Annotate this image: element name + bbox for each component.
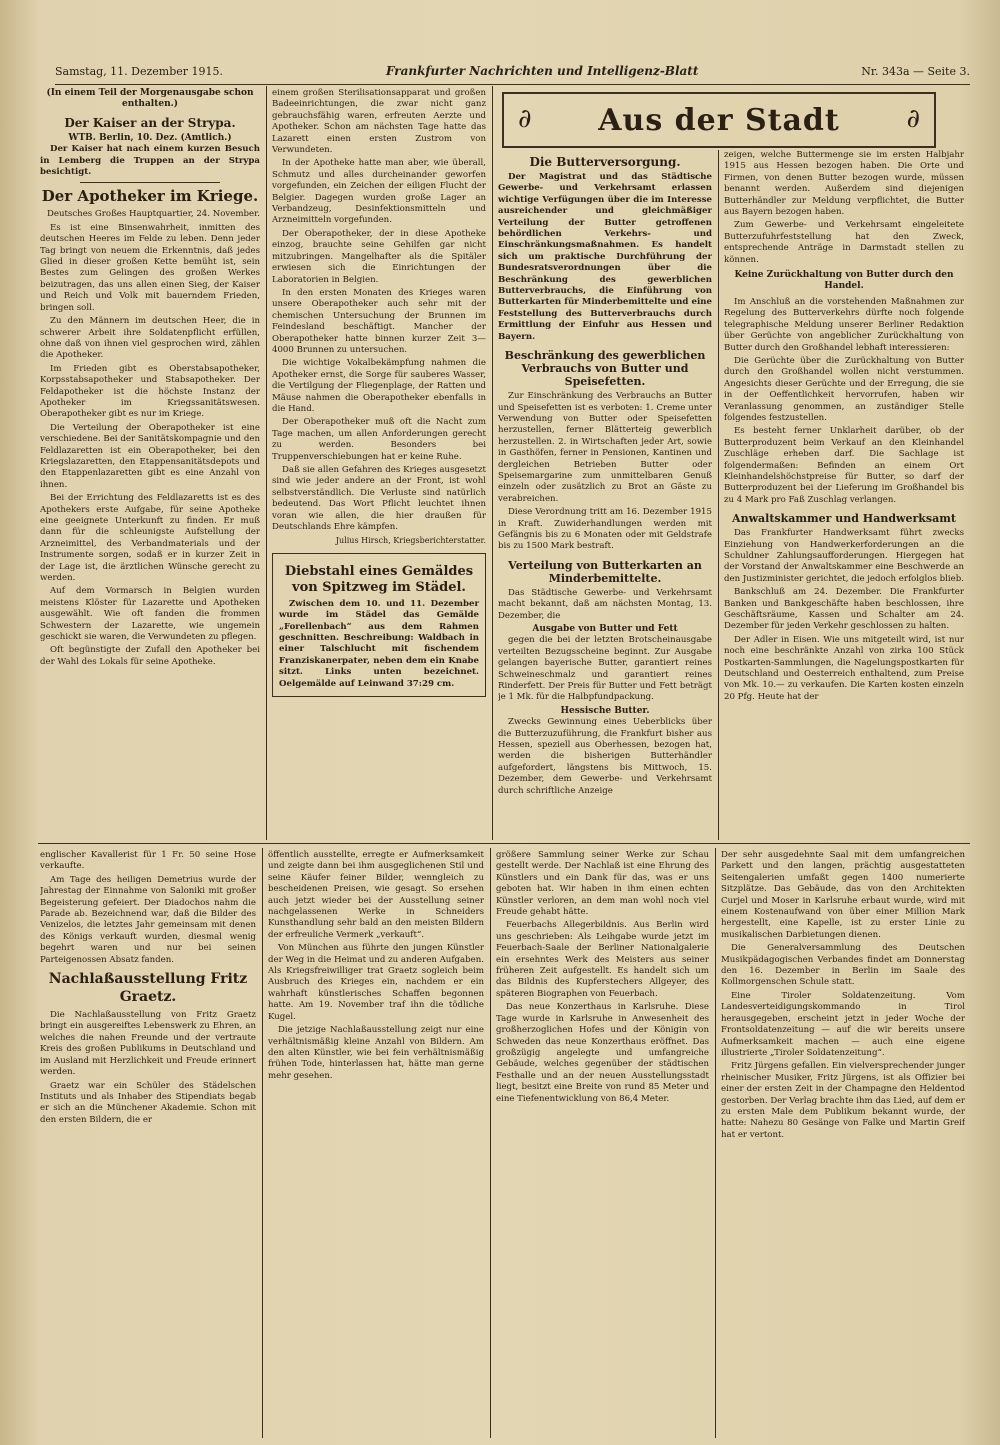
apotheker-paragraph: Zu den Männern im deutschen Heer, die in schwerer Arbeit ihre Soldatenpflicht erfüllen, ohne daß von ihnen viel gesprochen wird, zählen die Apotheker.	[40, 316, 260, 361]
musikverband-paragraph: Die Generalversammlung des Deutschen Musikpädagogischen Verbandes findet am Donnerstag den 16. Dezember in Berlin im Saale des Kollmorgenschen Schule statt.	[721, 943, 965, 988]
beschraenkung-paragraph: Diese Verordnung tritt am 16. Dezember 1915 in Kraft. Zuwiderhandlungen werden mit Gefängnis bis zu 6 Monaten oder mit Geldstrafe bis zu 1500 Mark bestraft.	[498, 507, 712, 552]
soldatenzeitung-paragraph: Eine Tiroler Soldatenzeitung. Vom Landesverteidigungskommando in Tirol herausgegeben, erscheint jetzt in jeder Woche der Frontsoldatenzeitung — auf die wir bereits unsere Aufmerksamkeit machen — auch eine eigene illustrierte „Tiroler Soldatenzeitung“.	[721, 990, 965, 1058]
nachlass-continued: größere Sammlung seiner Werke zur Schau gestellt werde. Der Nachlaß ist eine Ehrung des Künstlers und ein Dank für das, was er uns geboten hat. Wir haben in ihm einen echten Künstler verloren, an dem man wohl noch viel Freude gehabt hätte.	[496, 850, 709, 918]
column-4	[724, 150, 964, 840]
note: (In einem Teil der Morgenausgabe schon enthalten.)	[46, 88, 254, 110]
kaiser-dateline: WTB. Berlin, 10. Dez. (Amtlich.)	[68, 132, 232, 143]
bottom-column-1	[40, 850, 256, 1438]
nachlass-headline: Nachlaßausstellung Fritz Graetz.	[48, 971, 248, 1006]
zurueckhaltung-paragraph: Die Gerüchte über die Zurückhaltung von Butter durch den Großhandel wollen nicht verstummen. Angesichts dieser Gerüchte und der Erregung, die sie in der Oeffentlichkeit hervorrufen, haben wir Veranlassung genommen, an zuständiger Stelle folgendes festzustellen.	[724, 355, 964, 423]
apotheker-paragraph: Oft begünstigte der Zufall den Apotheker bei der Wahl des Lokals für seine Apotheke.	[40, 645, 260, 667]
anwaltskammer-paragraph: Das Frankfurter Handwerksamt führt zwecks Einziehung von Handwerkerforderungen an die Schuldner Zahlungsaufforderungen. Hiergegen hat der Vorstand der Anwaltskammer eine Beschwerde an den Justizminister gerichtet, die jedoch erfolglos blieb.	[724, 528, 964, 584]
nachlass-paragraph: Graetz war ein Schüler des Städelschen Instituts und als Inhaber des Stipendiats begab er sich an die Münchener Akademie. Schon mit den ersten Bildern, die er	[40, 1080, 256, 1125]
apotheker-continued: In den ersten Monaten des Krieges waren unsere Oberapotheker auch sehr mit der chemischen Untersuchung der Brunnen im Feindesland beschäftigt. Mancher der Oberapotheker hatte binnen kurzer Zeit 3—4000 Brunnen zu untersuchen.	[272, 287, 486, 355]
column-rule	[715, 848, 716, 1438]
butter-lead: Der Magistrat und das Städtische Gewerbe- und Verkehrsamt erlassen wichtige Verfügungen über die im Interesse ausreichender und gleichmäßiger Verteilung der Butter getroffenen behördlichen Verkehrs- und Einschränkungsmaßnahmen. Es handelt sich um praktische Durchführung der Bundesratsverordnungen über die Beschränkung des gewerblichen Butterverbrauchs, die Einführung von Butterkarten für Minderbemittelte und eine Feststellung des Butterverbrauchs durch Ermittlung der Einfuhr aus Hessen und Bayern.	[498, 172, 712, 342]
hessische-butter-subheadline: Hessische Butter.	[560, 705, 650, 716]
beschraenkung-headline: Beschränkung des gewerblichen Verbrauchs von Butter und Speisefetten.	[504, 349, 706, 389]
ornament-icon: ∂	[518, 104, 532, 134]
bottom-column-4	[721, 850, 965, 1438]
column-1	[40, 88, 260, 840]
zurueckhaltung-headline: Keine Zurückhaltung von Butter durch den Handel.	[734, 270, 954, 292]
bottom-column-2	[268, 850, 484, 1438]
author-signature: Julius Hirsch, Kriegsberichterstatter.	[335, 536, 486, 546]
column-rule	[492, 86, 493, 840]
butterkarten-paragraph: gegen die bei der letzten Brotscheinausgabe verteilten Bezugsscheine beginnt. Zur Ausgabe gelangen bayerische Butter, garantiert reines Schweineschmalz und garantiert reines Rinderfett. Der Preis für Butter und Fett beträgt je 1 Mk. für die Halbpfundpackung.	[498, 635, 712, 703]
zurueckhaltung-paragraph: Im Anschluß an die vorstehenden Maßnahmen zur Regelung des Butterverkehrs dürfte noch folgende telegraphische Meldung unserer Berliner Redaktion über Gerüchte von angeblicher Zurückhaltung von Butter durch den Großhandel lebhaft interessieren:	[724, 296, 964, 353]
hessische-butter-paragraph: Zwecks Gewinnung eines Ueberblicks über die Butterzuzuführung, die Frankfurt bisher aus Hessen, speziell aus Oberhessen, bezogen hat, werden die bisherigen Butterhändler aufgefordert, längstens bis Mittwoch, 15. Dezember, dem Gewerbe- und Verkehrsamt durch schriftliche Anzeige	[498, 717, 712, 796]
apotheker-headline: Der Apotheker im Kriege.	[41, 187, 259, 206]
diebstahl-text: Zwischen dem 10. und 11. Dezember wurde im Städel das Gemälde „Forellenbach“ aus dem Rahmen geschnitten. Beschreibung: Waldbach in einer Talschlucht mit fischendem Franziskanerpater, neben dem ein Knabe sitzt. Links unten bezeichnet. Oelgemälde auf Leinwand 37:29 cm.	[279, 598, 479, 689]
zurueckhaltung-paragraph: Es besteht ferner Unklarheit darüber, ob der Butterproduzent beim Verkauf an den Kleinhandel Zuschläge erheben darf. Die Sachlage ist folgendermaßen: Befinden an einem Ort Kleinhandelshöchstpreise für Butter, so darf der Butterproduzent bei der Lieferung im Großhandel bis zu 4 Mark pro Faß Zuschlag verlangen.	[724, 426, 964, 505]
section-banner	[502, 92, 936, 148]
diebstahl-headline: Diebstahl eines Gemäldes von Spitzweg im Städel.	[284, 563, 474, 595]
apotheker-paragraph: Auf dem Vormarsch in Belgien wurden meistens Klöster für Lazarette und Apotheken ausgewählt. Wie oft fanden die frommen Schwestern der Lazarette, wie ungemein geschickt sie waren, die Verwundeten zu pflegen.	[40, 586, 260, 643]
column-rule	[262, 848, 263, 1438]
column-2	[272, 88, 486, 840]
nachlass-continued: öffentlich ausstellte, erregte er Aufmerksamkeit und zeigte dann bei ihm ausgeglichenen Stil und seine Käufer feiner Bilder, wenngleich zu bescheidenen Preisen, wie gesagt. So ersehen auch jetzt wieder bei der Ausstellung seiner nachgelassenen Werke in Schneiders Kunsthandlung sehr bald an den meisten Bildern der erfreuliche Vermerk „verkauft“.	[268, 850, 484, 940]
section-title: Aus der Stadt	[598, 102, 840, 138]
butterkarten-paragraph: Das Städtische Gewerbe- und Verkehrsamt macht bekannt, daß am nächsten Montag, 13. Dezember, die	[498, 587, 712, 621]
apotheker-continued: Daß sie allen Gefahren des Krieges ausgesetzt sind wie jeder andere an der Front, ist wohl selbstverständlich. Die Verluste sind natürlich bedeutend. Das Wort Pflicht leuchtet ihnen voran wie allen, die hier draußen für Deutschlands Ehre kämpfen.	[272, 465, 486, 533]
bottom-column-3	[496, 850, 709, 1438]
nachlass-paragraph: Die Nachlaßausstellung von Fritz Graetz bringt ein ausgereiftes Lebenswerk zu Ehren, an welches die nahen Freunde und der vertraute Kreis des großen Publikums in Deutschland und im Ausland mit Herzlichkeit und Freude erinnert werden.	[40, 1010, 256, 1078]
diebstahl-box	[272, 553, 486, 697]
bankschluss-paragraph: Bankschluß am 24. Dezember. Die Frankfurter Banken und Bankgeschäfte haben beschlossen, ihre Geschäftsräume, Kassen und Schalter am 24. Dezember für jeden Verkehr geschlossen zu halten.	[724, 587, 964, 632]
column-rule	[490, 848, 491, 1438]
feuilleton-paragraph: Am Tage des heiligen Demetrius wurde der Jahrestag der Einnahme von Saloniki mit großer Begeisterung gefeiert. Der Diadochos nahm die Parade ab. Bezeichnend war, daß die Bilder des Venizelos, die letztes Jahr gemeinsam mit denen des Königs verkauft wurden, diesmal wenig begehrt waren und nur bei seinen Parteigenossen Absatz fanden.	[40, 874, 256, 965]
header-issue: Nr. 343a — Seite 3.	[861, 64, 970, 78]
kaiser-text: Der Kaiser hat nach einem kurzen Besuch in Lemberg die Truppen an der Strypa besichtigt.	[40, 144, 260, 178]
header-paper-name: Frankfurter Nachrichten und Intelligenz-Blatt	[385, 64, 699, 78]
apotheker-paragraph: Bei der Errichtung des Feldlazaretts ist es des Apothekers erste Aufgabe, für seine Apotheke eine geeignete Unterkunft zu finden. Er muß dann für die schleunigste Aufstellung der Arzneimittel, des Verbandmaterials und der Instrumente sorgen, sodaß er in kurzer Zeit in der Lage ist, die ärztlichen Wünsche gerecht zu werden.	[40, 493, 260, 584]
butter-continued: Zum Gewerbe- und Verkehrsamt eingeleitete Butterzufuhrfeststellung hat den Zweck, entsprechende Anträge in Darmstadt stellen zu können.	[724, 220, 964, 265]
nachlass-continued: Von München aus führte den jungen Künstler der Weg in die Heimat und zu anderen Aufgaben. Als Kriegsfreiwilliger trat Graetz sogleich beim Ausbruch des Krieges ein, nachdem er ein wahrhaft künstlerisches Schaffen begonnen hatte. Am 19. November traf ihn die tödliche Kugel.	[268, 943, 484, 1022]
nachlass-continued: Die jetzige Nachlaßausstellung zeigt nur eine verhältnismäßig kleine Anzahl von Bildern. Am den alten Künstler, wie bei fein verhältnismäßig frühen Tode, hinterlassen hat, hätte man gerne mehr gesehen.	[268, 1025, 484, 1081]
ausgabe-subheadline: Ausgabe von Butter und Fett	[532, 624, 678, 634]
kaiser-headline: Der Kaiser an der Strypa.	[64, 115, 236, 130]
anwaltskammer-headline: Anwaltskammer und Handwerksamt	[732, 512, 956, 526]
column-rule	[266, 86, 267, 840]
butterkarten-headline: Verteilung von Butterkarten an Minderbemittelte.	[508, 558, 702, 585]
apotheker-paragraph: Im Frieden gibt es Oberstabsapotheker, Korpsstabsapotheker und Stabsapotheker. Der Feldapotheker ist die höchste Instanz der Apotheker im Kriegssanitätswesen. Oberapotheker gibt es nur im Kriege.	[40, 363, 260, 420]
feuerbach-paragraph: Feuerbachs Allegerbildnis. Aus Berlin wird uns geschrieben: Als Leihgabe wurde jetzt im Feuerbach-Saale der Berliner Nationalgalerie ein ersehntes Werk des Meisters aus seiner früheren Zeit aufgestellt. Es handelt sich um das Bildnis des Kupferstechers Allgeyer, des späteren Biographen von Feuerbach.	[496, 920, 709, 999]
adler-paragraph: Der Adler in Eisen. Wie uns mitgeteilt wird, ist nur noch eine beschränkte Anzahl von zirka 100 Stück Postkarten-Sammlungen, die Nagelungspostkarten für Deutschland und Oesterreich enthaltend, zum Preise von Mk. 10.— zu verkaufen. Die Karten kosten einzeln 20 Pfg. Heute hat der	[724, 634, 964, 702]
apotheker-dateline: Deutsches Großes Hauptquartier, 24. November.	[46, 209, 260, 220]
apotheker-continued: Der Oberapotheker muß oft die Nacht zum Tage machen, um allen Anforderungen gerecht zu werden. Besonders bei Truppenverschiebungen hat er keine Ruhe.	[272, 417, 486, 462]
apotheker-continued: Die wichtige Vokalbekämpfung nahmen die Apotheker ernst, die Sorge für sauberes Wasser, die Vertilgung der Fliegenplage, der Ratten und Mäuse nahmen die Oberapotheker ebenfalls in die Hand.	[272, 358, 486, 414]
column-3	[498, 150, 712, 840]
juergens-paragraph: Fritz Jürgens gefallen. Ein vielversprechender junger rheinischer Musiker, Fritz Jürgens, ist als Offizier bei einer der ersten Zeit in der Champagne den Heldentod gestorben. Der Verlag brachte ihm das Lied, auf dem er zu ersten Male dem Publikum bekannt wurde, der hatte: Nahezu 80 Gesänge von Falke und Martin Greif hat er vertont.	[721, 1061, 965, 1140]
apotheker-continued: Der Oberapotheker, der in diese Apotheke einzog, brauchte seine Gehilfen gar nicht mitzubringen. Mangelhafter als die Spitäler erwiesen sich die Einrichtungen der Laboratorien in Belgien.	[272, 228, 486, 285]
column-rule	[718, 150, 719, 840]
page-header	[55, 62, 970, 85]
section-rule	[38, 843, 970, 844]
butter-headline: Die Butterversorgung.	[529, 155, 681, 169]
apotheker-continued: einem großen Sterilisationsapparat und großen Badeeinrichtungen, die zwar nicht ganz gebrauchsfähig waren, erfreuten Aerzte und Apotheker. Schon am nächsten Tage hatte das Lazarett einen ersten Zustrom von Verwundeten.	[272, 88, 486, 156]
separator	[80, 182, 220, 183]
header-date: Samstag, 11. Dezember 1915.	[55, 64, 224, 78]
feuilleton-paragraph: englischer Kavallerist für 1 Fr. 50 seine Hose verkaufte.	[40, 850, 256, 872]
apotheker-paragraph: Die Verteilung der Oberapotheker ist eine verschiedene. Bei der Sanitätskompagnie und den Feldlazaretten ist ein Oberapotheker, bei den Kriegslazaretten, den Etappensanitätsdepots und den Etappenlazaretten gibt es eine Anzahl von ihnen.	[40, 422, 260, 490]
konzerthaus-continued: Der sehr ausgedehnte Saal mit dem umfangreichen Parkett und den langen, prächtig ausgestatteten Seitengalerien umfaßt gegen 1400 numerierte Sitzplätze. Das Gebäude, das von den Architekten Curjel und Moser in Karlsruhe erbaut wurde, wird mit einem Kostenaufwand von über einer Million Mark hergestellt, eine Kapelle, ist zu erster Linie zu musikalischen Darbietungen dienen.	[721, 850, 965, 940]
beschraenkung-paragraph: Zur Einschränkung des Verbrauchs an Butter und Speisefetten ist es verboten: 1. Creme unter Verwendung von Butter oder Speisefetten herzustellen, ferner Blätterteig gewerblich herzustellen. 2. in Wirtschaften jeder Art, sowie in Gasthöfen, ferner in Pensionen, Kantinen und dergleichen Betrieben Butter oder Speisemargarine zum unmittelbaren Genuß einzeln oder zusätzlich zu Brot an Gäste zu verabreichen.	[498, 391, 712, 504]
butter-continued: zeigen, welche Buttermenge sie im ersten Halbjahr 1915 aus Hessen bezogen haben. Die Orte und Firmen, von denen Butter bezogen wurde, müssen benannt werden. Außerdem sind diejenigen Butterhändler zur Meldung verpflichtet, die Butter aus Bayern bezogen haben.	[724, 150, 964, 218]
konzerthaus-paragraph: Das neue Konzerthaus in Karlsruhe. Diese Tage wurde in Karlsruhe in Anwesenheit des großherzoglichen Hofes und der Königin von Schweden das neue Konzerthaus eröffnet. Das großzügig angelegte und umfangreiche Gebäude, welches gegenüber der städtischen Festhalle und an der neuen Ausstellungsstadt liegt, besitzt eine Breite von rund 85 Meter und eine Tiefenentwicklung von 86,4 Meter.	[496, 1002, 709, 1104]
ornament-icon: ∂	[906, 104, 920, 134]
apotheker-paragraph: Es ist eine Binsenwahrheit, inmitten des deutschen Heeres im Felde zu leben. Denn jeder Tag bringt von neuem die Erkenntnis, daß jedes Glied in dieser großen Kette bemüht ist, sein Bestes zum Gelingen des großen Werkes beizutragen, das uns allen einen Sieg, der Kaiser und Reich und Volk mit bauerndem Frieden, bringen soll.	[40, 222, 260, 313]
apotheker-continued: In der Apotheke hatte man aber, wie überall, Schmutz und alles durcheinander geworfen vorgefunden, ein Zeichen der eiligen Flucht der Belgier. Dagegen wurden große Lager an Verbandzeug, Desinfektionsmitteln und Arzneimitteln vorgefunden.	[272, 158, 486, 226]
